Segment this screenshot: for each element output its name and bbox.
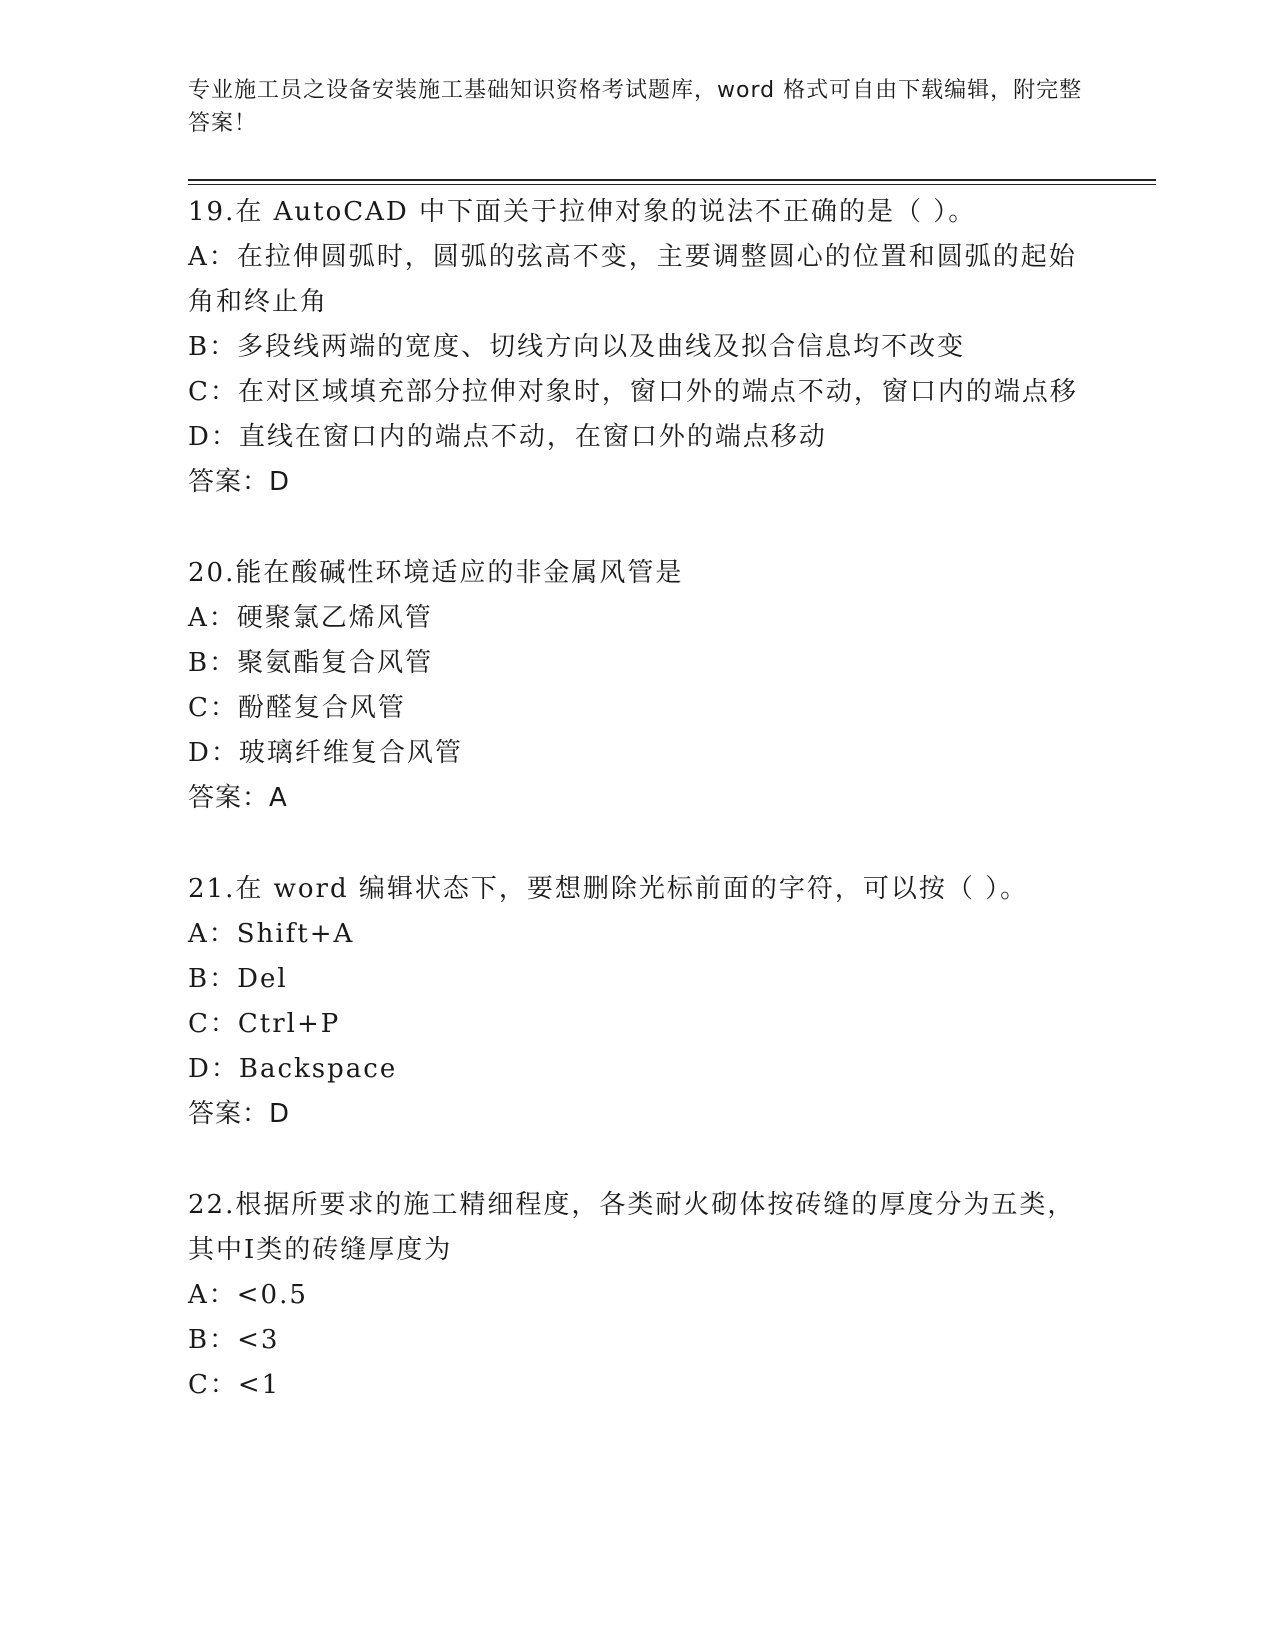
option-a: A：硬聚氯乙烯风管 <box>188 603 433 633</box>
option-d: D：直线在窗口内的端点不动，在窗口外的端点移动 <box>188 422 827 452</box>
question-stem: 21.在 word 编辑状态下，要想删除光标前面的字符，可以按（ ）。 <box>188 874 1029 904</box>
option-c: C：<1 <box>188 1370 281 1400</box>
answer-label: 答案：D <box>188 467 291 497</box>
option-b: B：<3 <box>188 1325 280 1355</box>
option-a: A：<0.5 <box>188 1280 308 1310</box>
option-d: D：Backspace <box>188 1054 398 1084</box>
answer-label: 答案：D <box>188 1099 291 1129</box>
page-header: 专业施工员之设备安装施工基础知识资格考试题库，word 格式可自由下载编辑，附完整答案！ <box>188 78 1083 136</box>
option-a: A：在拉伸圆弧时，圆弧的弦高不变，主要调整圆心的位置和圆弧的起始角和终止角 <box>188 242 1077 317</box>
option-d: D：玻璃纤维复合风管 <box>188 738 463 768</box>
header-divider-thin <box>188 184 1156 185</box>
question-20 <box>188 551 1088 821</box>
question-list <box>188 190 1088 1454</box>
question-22 <box>188 1183 1088 1408</box>
header-divider-thick <box>188 179 1156 181</box>
option-c: C：酚醛复合风管 <box>188 693 406 723</box>
question-21 <box>188 867 1088 1137</box>
option-b: B：聚氨酯复合风管 <box>188 648 434 678</box>
answer-label: 答案：A <box>188 783 288 813</box>
question-stem: 19.在 AutoCAD 中下面关于拉伸对象的说法不正确的是（ ）。 <box>188 197 977 227</box>
option-c: C：在对区域填充部分拉伸对象时，窗口外的端点不动，窗口内的端点移 <box>188 377 1078 407</box>
question-stem: 22.根据所要求的施工精细程度，各类耐火砌体按砖缝的厚度分为五类，其中Ⅰ类的砖缝厚度为 <box>188 1190 1076 1265</box>
option-c: C：Ctrl+P <box>188 1009 341 1039</box>
question-stem: 20.能在酸碱性环境适应的非金属风管是 <box>188 558 684 588</box>
option-b: B：多段线两端的宽度、切线方向以及曲线及拟合信息均不改变 <box>188 332 966 362</box>
question-19 <box>188 190 1088 505</box>
option-a: A：Shift+A <box>188 919 355 949</box>
option-b: B：Del <box>188 964 288 994</box>
